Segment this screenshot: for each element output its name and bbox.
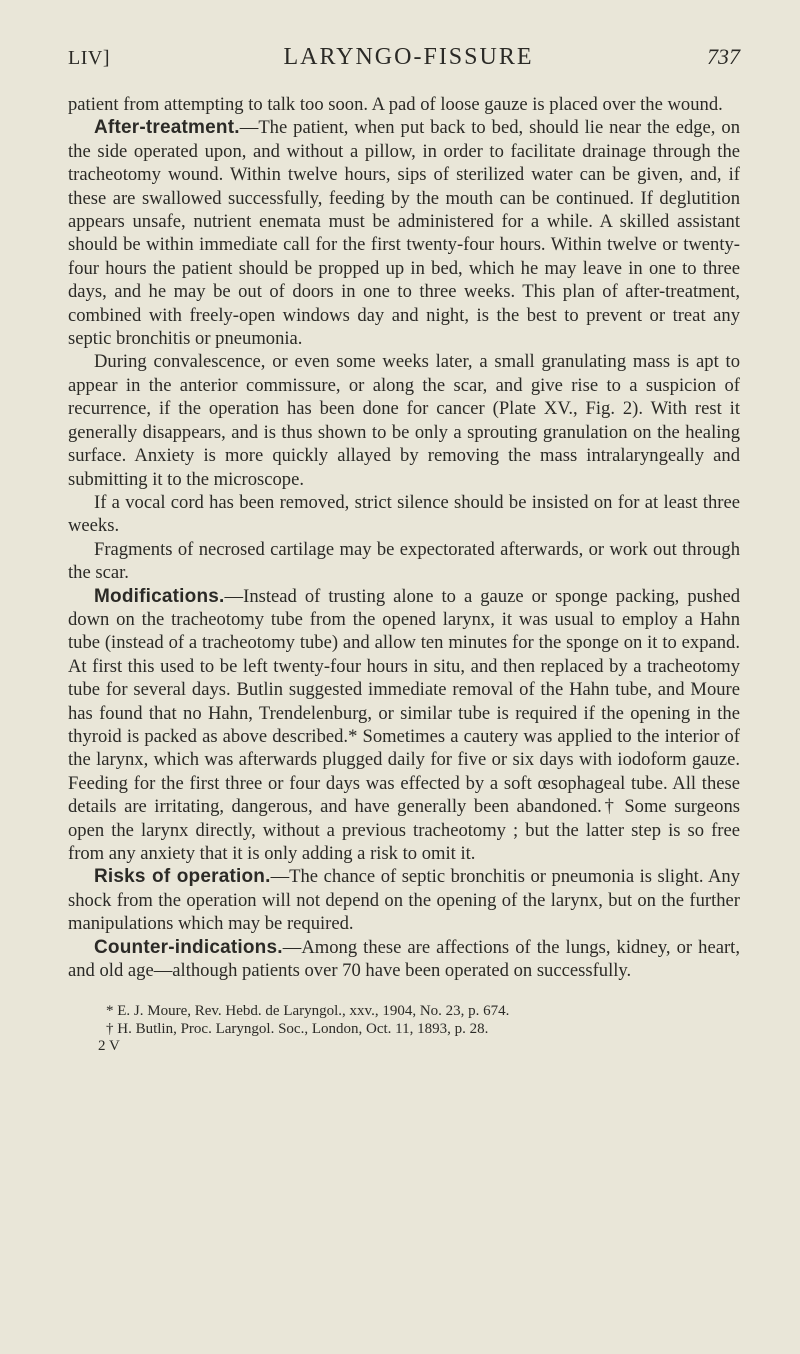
body-text (68, 93, 740, 982)
paragraph-text: —Among these are affections of the lungs, kidney, or heart, and old age—although patients over 70 have been operated on successfully. (68, 936, 740, 982)
printer-signature: 2 V (98, 1038, 120, 1055)
footnotes (68, 1002, 740, 1038)
paragraph-text: Fragments of necrosed cartilage may be expectorated afterwards, or work out through the scar. (68, 538, 740, 584)
paragraph-text: —The chance of septic bronchitis or pneumonia is slight. Any shock from the operation will not depend on the opening of the larynx, but on the further manipulations which may be required. (68, 866, 740, 935)
running-header (68, 44, 740, 71)
footnote: * E. J. Moure, Rev. Hebd. de Laryngol., xxv., 1904, No. 23, p. 674. (106, 1003, 510, 1020)
page-number: 737 (706, 44, 740, 69)
section-heading-counter-indications: Counter-indications. (94, 936, 283, 958)
footnote: † H. Butlin, Proc. Laryngol. Soc., London, Oct. 11, 1893, p. 28. (106, 1021, 489, 1038)
chapter-number: LIV] (68, 47, 110, 69)
paragraph-continuation (68, 93, 740, 116)
paragraph-convalescence (68, 350, 740, 490)
section-heading-modifications: Modifications. (94, 585, 225, 607)
section-heading-after-treatment: After-treatment. (94, 117, 240, 139)
paragraph-text: —Instead of trusting alone to a gauze or sponge packing, pushed down on the tracheotomy tube from the opened larynx, it was usual to employ a Hahn tube (instead of a tracheotomy tube) and allow ten minutes for the sponge on it to expand. At first this used to be left twenty-four hours in situ, and then replaced by a tracheotomy tube for several days. Butlin suggested immediate removal of the Hahn tube, and Moure has found that no Hahn, Trendelenburg, or similar tube is required if the opening in the thyroid is packed as above described.* Sometimes a cautery was applied to the interior of the larynx, which was afterwards plugged daily for five or six days with iodoform gauze. Feeding for the first three or four days was effected by a soft œsophageal tube. All these details are irritating, dangerous, and have generally been abandoned.† Some surgeons open the larynx directly, without a previous tracheotomy ; but the latter step is so free from any anxiety that it is only adding a risk to omit it. (68, 585, 740, 864)
paragraph-text: During convalescence, or even some weeks later, a small granulating mass is apt to appear in the anterior commissure, or along the scar, and give rise to a suspicion of recurrence, if the operation has been done for cancer (Plate XV., Fig. 2). With rest it generally disappears, and is thus shown to be only a sprouting granulation on the healing surface. Anxiety is more quickly allayed by removing the mass intralaryngeally and submitting it to the microscope. (68, 351, 740, 490)
paragraph-vocal-cord (68, 491, 740, 538)
section-heading-risks: Risks of operation. (94, 866, 271, 888)
paragraph-text: If a vocal cord has been removed, strict silence should be insisted on for at least three weeks. (68, 491, 740, 537)
running-title: LARYNGO-FISSURE (283, 44, 534, 70)
paragraph-counter-indications (68, 936, 740, 983)
paragraph-text: patient from attempting to talk too soon. A pad of loose gauze is placed over the wound. (68, 94, 723, 115)
paragraph-text: —The patient, when put back to bed, should lie near the edge, on the side operated upon, and without a pillow, in order to facilitate drainage through the tracheotomy wound. Within twelve hours, sips of sterilized water can be given, and, if these are swallowed successfully, feeding by the mouth can be continued. If deglutition appears unsafe, nutrient enemata must be administered for a while. A skilled assistant should be within immediate call for the first twenty-four hours. Within twelve or twenty-four hours the patient should be propped up in bed, which he may leave in one to three days, and he may be out of doors in one to three weeks. This plan of after-treatment, combined with freely-open windows day and night, is the best to prevent or treat any septic bronchitis or pneumonia. (68, 117, 740, 350)
paragraph-modifications (68, 585, 740, 866)
paragraph-cartilage (68, 538, 740, 585)
paragraph-after-treatment (68, 116, 740, 350)
paragraph-risks (68, 865, 740, 935)
